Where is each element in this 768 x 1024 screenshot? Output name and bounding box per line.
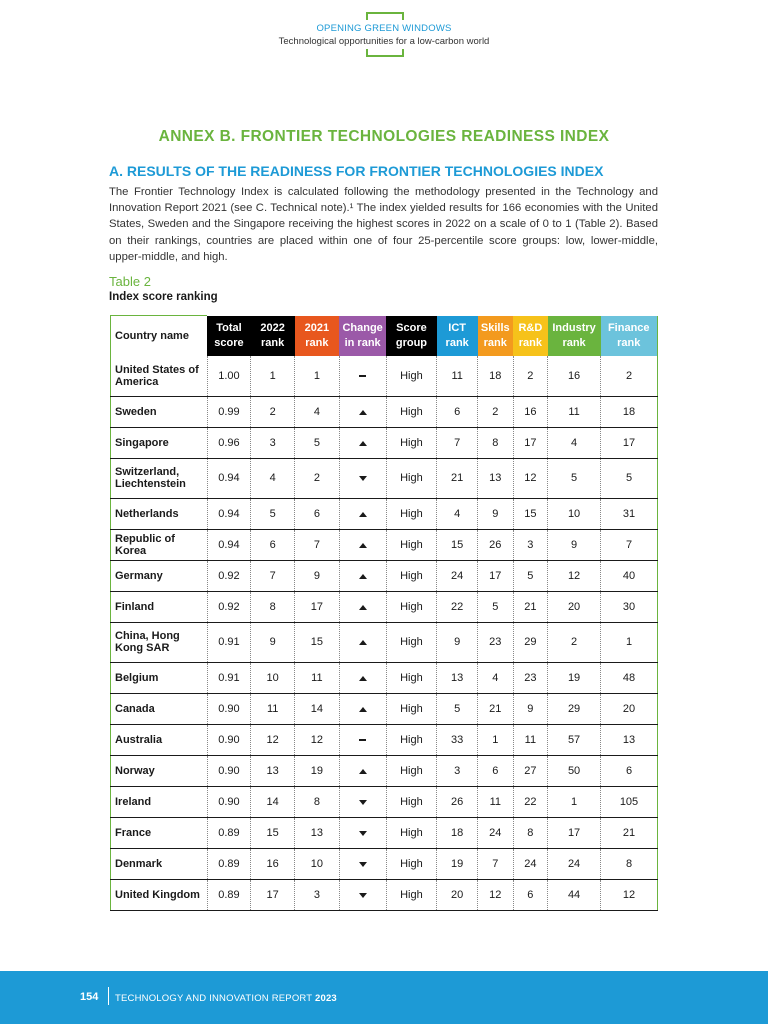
cell-change — [339, 622, 386, 662]
cell-finance-rank: 48 — [601, 662, 658, 693]
cell-total-score: 0.91 — [207, 662, 251, 693]
cell-rank-2021: 5 — [295, 427, 340, 458]
cell-industry-rank: 11 — [548, 396, 601, 427]
cell-rank-2021: 13 — [295, 817, 340, 848]
footer-report-title — [115, 993, 337, 1004]
table-row — [111, 724, 658, 755]
cell-ict-rank: 13 — [437, 662, 478, 693]
arrow-up-icon — [359, 574, 367, 579]
arrow-up-icon — [359, 512, 367, 517]
cell-industry-rank: 19 — [548, 662, 601, 693]
cell-rd-rank: 21 — [513, 591, 548, 622]
arrow-up-icon — [359, 410, 367, 415]
page-number: 154 — [80, 991, 99, 1003]
cell-rank-2022: 12 — [251, 724, 295, 755]
cell-skills-rank: 26 — [478, 529, 514, 560]
cell-change — [339, 879, 386, 910]
cell-industry-rank: 4 — [548, 427, 601, 458]
header-skills-rank: Skills rank — [478, 316, 514, 357]
cell-rd-rank: 27 — [513, 755, 548, 786]
cell-ict-rank: 33 — [437, 724, 478, 755]
cell-score-group: High — [386, 591, 437, 622]
cell-ict-rank: 9 — [437, 622, 478, 662]
table-row — [111, 427, 658, 458]
cell-rank-2022: 3 — [251, 427, 295, 458]
cell-total-score: 0.99 — [207, 396, 251, 427]
arrow-down-icon — [359, 893, 367, 898]
cell-skills-rank: 21 — [478, 693, 514, 724]
cell-change — [339, 396, 386, 427]
cell-rank-2022: 9 — [251, 622, 295, 662]
section-title: A. RESULTS OF THE READINESS FOR FRONTIER TECHNOLOGIES INDEX — [109, 163, 604, 179]
cell-country: Australia — [111, 724, 208, 755]
cell-rd-rank: 29 — [513, 622, 548, 662]
cell-country: Singapore — [111, 427, 208, 458]
cell-total-score: 0.94 — [207, 458, 251, 498]
cell-change — [339, 693, 386, 724]
header-country: Country name — [111, 316, 208, 357]
cell-finance-rank: 12 — [601, 879, 658, 910]
arrow-down-icon — [359, 800, 367, 805]
cell-score-group: High — [386, 498, 437, 529]
table-row — [111, 693, 658, 724]
cell-skills-rank: 13 — [478, 458, 514, 498]
cell-industry-rank: 50 — [548, 755, 601, 786]
table-row — [111, 755, 658, 786]
table-header-row — [111, 316, 658, 357]
header-rank-2022: 2022 rank — [251, 316, 295, 357]
cell-rd-rank: 24 — [513, 848, 548, 879]
cell-score-group: High — [386, 622, 437, 662]
cell-finance-rank: 30 — [601, 591, 658, 622]
cell-rank-2022: 17 — [251, 879, 295, 910]
header-total-score: Total score — [207, 316, 251, 357]
cell-skills-rank: 8 — [478, 427, 514, 458]
cell-score-group: High — [386, 879, 437, 910]
cell-score-group: High — [386, 560, 437, 591]
cell-country: Norway — [111, 755, 208, 786]
cell-industry-rank: 24 — [548, 848, 601, 879]
cell-rank-2022: 13 — [251, 755, 295, 786]
cell-rank-2022: 2 — [251, 396, 295, 427]
cell-change — [339, 755, 386, 786]
table-label: Table 2 — [109, 274, 151, 289]
table-row — [111, 529, 658, 560]
cell-ict-rank: 21 — [437, 458, 478, 498]
header-bracket-bottom — [366, 49, 404, 57]
cell-finance-rank: 20 — [601, 693, 658, 724]
cell-rank-2022: 14 — [251, 786, 295, 817]
cell-rd-rank: 9 — [513, 693, 548, 724]
arrow-up-icon — [359, 676, 367, 681]
cell-ict-rank: 6 — [437, 396, 478, 427]
cell-total-score: 0.94 — [207, 498, 251, 529]
cell-skills-rank: 9 — [478, 498, 514, 529]
cell-rd-rank: 15 — [513, 498, 548, 529]
cell-rank-2021: 10 — [295, 848, 340, 879]
cell-total-score: 0.90 — [207, 755, 251, 786]
header-rank-2021: 2021 rank — [295, 316, 340, 357]
cell-rank-2022: 8 — [251, 591, 295, 622]
cell-skills-rank: 6 — [478, 755, 514, 786]
footer-year: 2023 — [314, 993, 337, 1004]
cell-country: Republic of Korea — [111, 529, 208, 560]
intro-paragraph: The Frontier Technology Index is calculated following the methodology presented in the Technology and Innovation Report 2021 (see C. Technical note).¹ The index yielded results for 166 economies with the United States, Sweden and the Singapore receiving the highest scores in 2022 on a scale of 0 to 1 (Table 2). Based on their rankings, countries are placed within one of four 25-percentile score groups: low, lower-middle, upper-middle, and high. — [109, 186, 658, 263]
cell-finance-rank: 31 — [601, 498, 658, 529]
cell-industry-rank: 16 — [548, 356, 601, 396]
cell-rank-2021: 4 — [295, 396, 340, 427]
cell-ict-rank: 20 — [437, 879, 478, 910]
cell-rd-rank: 5 — [513, 560, 548, 591]
cell-change — [339, 591, 386, 622]
cell-rd-rank: 11 — [513, 724, 548, 755]
cell-rank-2022: 11 — [251, 693, 295, 724]
cell-score-group: High — [386, 356, 437, 396]
cell-industry-rank: 29 — [548, 693, 601, 724]
cell-change — [339, 529, 386, 560]
annex-title: ANNEX B. FRONTIER TECHNOLOGIES READINESS INDEX — [158, 128, 610, 145]
cell-rank-2021: 8 — [295, 786, 340, 817]
cell-rd-rank: 8 — [513, 817, 548, 848]
cell-score-group: High — [386, 458, 437, 498]
cell-finance-rank: 6 — [601, 755, 658, 786]
header-industry-rank: Industry rank — [548, 316, 601, 357]
cell-ict-rank: 4 — [437, 498, 478, 529]
cell-skills-rank: 4 — [478, 662, 514, 693]
cell-score-group: High — [386, 786, 437, 817]
header-ict-rank: ICT rank — [437, 316, 478, 357]
cell-industry-rank: 10 — [548, 498, 601, 529]
cell-finance-rank: 13 — [601, 724, 658, 755]
arrow-down-icon — [359, 476, 367, 481]
cell-score-group: High — [386, 662, 437, 693]
cell-finance-rank: 8 — [601, 848, 658, 879]
table-row — [111, 458, 658, 498]
cell-rank-2022: 5 — [251, 498, 295, 529]
cell-score-group: High — [386, 755, 437, 786]
arrow-up-icon — [359, 605, 367, 610]
cell-rd-rank: 12 — [513, 458, 548, 498]
table-row — [111, 879, 658, 910]
header-title: OPENING GREEN WINDOWS — [316, 23, 452, 34]
cell-score-group: High — [386, 848, 437, 879]
cell-rank-2022: 10 — [251, 662, 295, 693]
cell-country: Switzerland, Liechtenstein — [111, 458, 208, 498]
no-change-icon — [359, 739, 366, 741]
header-bracket-top — [366, 12, 404, 20]
cell-change — [339, 560, 386, 591]
cell-ict-rank: 18 — [437, 817, 478, 848]
cell-total-score: 0.89 — [207, 848, 251, 879]
cell-ict-rank: 11 — [437, 356, 478, 396]
cell-finance-rank: 17 — [601, 427, 658, 458]
cell-country: China, Hong Kong SAR — [111, 622, 208, 662]
index-score-table — [110, 315, 658, 911]
header-subtitle: Technological opportunities for a low-carbon world — [278, 36, 490, 47]
table-row — [111, 591, 658, 622]
cell-score-group: High — [386, 817, 437, 848]
arrow-up-icon — [359, 543, 367, 548]
table-body — [111, 356, 658, 910]
cell-country: Denmark — [111, 848, 208, 879]
footer-report-name: TECHNOLOGY AND INNOVATION REPORT — [115, 993, 315, 1004]
cell-total-score: 0.89 — [207, 817, 251, 848]
arrow-down-icon — [359, 831, 367, 836]
cell-rank-2021: 7 — [295, 529, 340, 560]
arrow-up-icon — [359, 441, 367, 446]
cell-change — [339, 662, 386, 693]
table-row — [111, 622, 658, 662]
cell-industry-rank: 57 — [548, 724, 601, 755]
cell-rd-rank: 23 — [513, 662, 548, 693]
cell-change — [339, 724, 386, 755]
cell-change — [339, 356, 386, 396]
cell-country: United Kingdom — [111, 879, 208, 910]
cell-rank-2021: 12 — [295, 724, 340, 755]
cell-country: Netherlands — [111, 498, 208, 529]
cell-rank-2022: 1 — [251, 356, 295, 396]
cell-finance-rank: 7 — [601, 529, 658, 560]
cell-rd-rank: 3 — [513, 529, 548, 560]
cell-skills-rank: 7 — [478, 848, 514, 879]
cell-country: Belgium — [111, 662, 208, 693]
cell-industry-rank: 9 — [548, 529, 601, 560]
cell-change — [339, 498, 386, 529]
cell-industry-rank: 5 — [548, 458, 601, 498]
arrow-up-icon — [359, 640, 367, 645]
cell-finance-rank: 1 — [601, 622, 658, 662]
cell-country: Canada — [111, 693, 208, 724]
cell-rank-2021: 11 — [295, 662, 340, 693]
cell-rank-2021: 14 — [295, 693, 340, 724]
cell-ict-rank: 22 — [437, 591, 478, 622]
cell-change — [339, 817, 386, 848]
cell-rd-rank: 17 — [513, 427, 548, 458]
cell-change — [339, 427, 386, 458]
cell-country: Sweden — [111, 396, 208, 427]
cell-skills-rank: 23 — [478, 622, 514, 662]
cell-ict-rank: 15 — [437, 529, 478, 560]
cell-total-score: 0.91 — [207, 622, 251, 662]
cell-finance-rank: 2 — [601, 356, 658, 396]
arrow-down-icon — [359, 862, 367, 867]
cell-rank-2021: 9 — [295, 560, 340, 591]
table-row — [111, 786, 658, 817]
cell-finance-rank: 18 — [601, 396, 658, 427]
cell-rank-2022: 4 — [251, 458, 295, 498]
cell-country: Ireland — [111, 786, 208, 817]
cell-industry-rank: 17 — [548, 817, 601, 848]
cell-total-score: 0.94 — [207, 529, 251, 560]
cell-score-group: High — [386, 529, 437, 560]
cell-total-score: 0.90 — [207, 693, 251, 724]
cell-total-score: 0.92 — [207, 560, 251, 591]
table-row — [111, 817, 658, 848]
no-change-icon — [359, 375, 366, 377]
cell-country: Germany — [111, 560, 208, 591]
cell-finance-rank: 40 — [601, 560, 658, 591]
cell-skills-rank: 24 — [478, 817, 514, 848]
cell-rank-2021: 19 — [295, 755, 340, 786]
cell-total-score: 0.92 — [207, 591, 251, 622]
header-finance-rank: Finance rank — [601, 316, 658, 357]
cell-skills-rank: 17 — [478, 560, 514, 591]
cell-finance-rank: 105 — [601, 786, 658, 817]
cell-finance-rank: 21 — [601, 817, 658, 848]
cell-ict-rank: 5 — [437, 693, 478, 724]
cell-industry-rank: 44 — [548, 879, 601, 910]
cell-rd-rank: 6 — [513, 879, 548, 910]
cell-ict-rank: 7 — [437, 427, 478, 458]
cell-skills-rank: 12 — [478, 879, 514, 910]
cell-change — [339, 458, 386, 498]
cell-industry-rank: 12 — [548, 560, 601, 591]
cell-rank-2022: 16 — [251, 848, 295, 879]
cell-industry-rank: 1 — [548, 786, 601, 817]
table-row — [111, 498, 658, 529]
cell-change — [339, 786, 386, 817]
table-row — [111, 396, 658, 427]
header-score-group: Score group — [386, 316, 437, 357]
cell-industry-rank: 20 — [548, 591, 601, 622]
cell-rank-2021: 2 — [295, 458, 340, 498]
cell-total-score: 0.90 — [207, 724, 251, 755]
cell-country: France — [111, 817, 208, 848]
cell-total-score: 0.90 — [207, 786, 251, 817]
cell-country: Finland — [111, 591, 208, 622]
cell-score-group: High — [386, 396, 437, 427]
cell-finance-rank: 5 — [601, 458, 658, 498]
cell-rank-2021: 15 — [295, 622, 340, 662]
cell-rank-2021: 6 — [295, 498, 340, 529]
arrow-up-icon — [359, 707, 367, 712]
cell-rank-2021: 1 — [295, 356, 340, 396]
cell-skills-rank: 2 — [478, 396, 514, 427]
cell-rank-2022: 6 — [251, 529, 295, 560]
cell-ict-rank: 19 — [437, 848, 478, 879]
table-row — [111, 662, 658, 693]
cell-rd-rank: 22 — [513, 786, 548, 817]
cell-country: United States of America — [111, 356, 208, 396]
cell-rd-rank: 16 — [513, 396, 548, 427]
cell-rank-2021: 3 — [295, 879, 340, 910]
table-row — [111, 848, 658, 879]
cell-rank-2022: 15 — [251, 817, 295, 848]
cell-skills-rank: 18 — [478, 356, 514, 396]
header-change-in-rank: Change in rank — [339, 316, 386, 357]
cell-rank-2022: 7 — [251, 560, 295, 591]
cell-skills-rank: 5 — [478, 591, 514, 622]
cell-ict-rank: 24 — [437, 560, 478, 591]
cell-ict-rank: 3 — [437, 755, 478, 786]
arrow-up-icon — [359, 769, 367, 774]
cell-skills-rank: 1 — [478, 724, 514, 755]
cell-industry-rank: 2 — [548, 622, 601, 662]
cell-score-group: High — [386, 693, 437, 724]
table-subtitle: Index score ranking — [109, 291, 218, 303]
cell-score-group: High — [386, 724, 437, 755]
cell-total-score: 0.89 — [207, 879, 251, 910]
cell-change — [339, 848, 386, 879]
cell-total-score: 1.00 — [207, 356, 251, 396]
cell-score-group: High — [386, 427, 437, 458]
cell-total-score: 0.96 — [207, 427, 251, 458]
table-row — [111, 356, 658, 396]
cell-ict-rank: 26 — [437, 786, 478, 817]
table-row — [111, 560, 658, 591]
cell-rd-rank: 2 — [513, 356, 548, 396]
cell-rank-2021: 17 — [295, 591, 340, 622]
footer-divider — [108, 987, 109, 1005]
cell-skills-rank: 11 — [478, 786, 514, 817]
header-rd-rank: R&D rank — [513, 316, 548, 357]
